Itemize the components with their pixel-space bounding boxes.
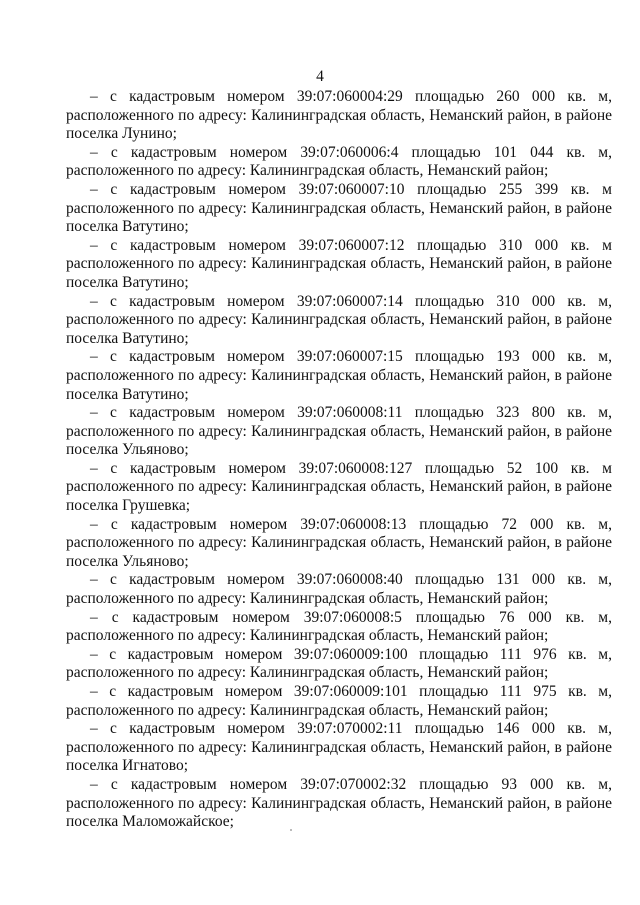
land-plot-entry bbox=[66, 609, 612, 646]
land-plot-entry bbox=[66, 237, 612, 293]
land-plot-entry bbox=[66, 293, 612, 349]
page-number: 4 bbox=[316, 68, 324, 85]
entry-first-line: – с кадастровым номером 39:07:060007:10 площадью 255 399 кв. м bbox=[90, 180, 612, 198]
entry-first-line: – с кадастровым номером 39:07:060008:13 площадью 72 000 кв. м, bbox=[90, 515, 612, 533]
land-plot-entry bbox=[66, 404, 612, 460]
entry-first-line: – с кадастровым номером 39:07:060007:14 площадью 310 000 кв. м, bbox=[90, 292, 612, 310]
entry-first-line: – с кадастровым номером 39:07:060009:100 площадью 111 976 кв. м, bbox=[90, 645, 612, 663]
entry-continuation-line: поселка Грушевка; bbox=[66, 497, 191, 515]
entry-continuation-line: расположенного по адресу: Калининградская область, Неманский район; bbox=[66, 627, 549, 645]
land-plot-entry bbox=[66, 88, 612, 144]
entry-continuation-line: расположенного по адресу: Калининградская область, Неманский район, в районе bbox=[66, 534, 612, 552]
land-plot-entry bbox=[66, 571, 612, 608]
land-plot-entry bbox=[66, 348, 612, 404]
entry-first-line: – с кадастровым номером 39:07:060008:11 площадью 323 800 кв. м, bbox=[90, 404, 612, 422]
land-plot-entry bbox=[66, 683, 612, 720]
entry-continuation-line: расположенного по адресу: Калининградская область, Неманский район, в районе bbox=[66, 199, 612, 217]
entry-continuation-line: расположенного по адресу: Калининградская область, Неманский район, в районе bbox=[66, 478, 612, 496]
entry-continuation-line: расположенного по адресу: Калининградская область, Неманский район; bbox=[66, 664, 549, 682]
entry-continuation-line: расположенного по адресу: Калининградская область, Неманский район; bbox=[66, 162, 549, 180]
entry-continuation-line: поселка Маломожайское; bbox=[66, 813, 234, 831]
entry-continuation-line: расположенного по адресу: Калининградская область, Неманский район, в районе bbox=[66, 794, 612, 812]
entry-continuation-line: расположенного по адресу: Калининградская область, Неманский район, в районе bbox=[66, 366, 612, 384]
entry-continuation-line: расположенного по адресу: Калининградская область, Неманский район; bbox=[66, 701, 549, 719]
land-plot-entry bbox=[66, 144, 612, 181]
entry-continuation-line: поселка Лунино; bbox=[66, 125, 177, 143]
document-body bbox=[66, 88, 612, 832]
land-plot-entry bbox=[66, 776, 612, 832]
entry-continuation-line: расположенного по адресу: Калининградская область, Неманский район, в районе bbox=[66, 311, 612, 329]
land-plot-entry bbox=[66, 516, 612, 572]
entry-continuation-line: поселка Ватутино; bbox=[66, 273, 189, 291]
entry-continuation-line: поселка Ватутино; bbox=[66, 329, 189, 347]
entry-continuation-line: расположенного по адресу: Калининградская область, Неманский район, в районе bbox=[66, 255, 612, 273]
entry-first-line: – с кадастровым номером 39:07:060008:127 площадью 52 100 кв. м bbox=[90, 459, 612, 477]
entry-continuation-line: поселка Ватутино; bbox=[66, 218, 189, 236]
scan-artifact-dot bbox=[290, 829, 292, 831]
entry-first-line: – с кадастровым номером 39:07:060004:29 площадью 260 000 кв. м, bbox=[90, 88, 612, 105]
entry-continuation-line: поселка Игнатово; bbox=[66, 757, 189, 775]
entry-continuation-line: поселка Ульяново; bbox=[66, 552, 189, 570]
land-plot-entry bbox=[66, 720, 612, 776]
entry-first-line: – с кадастровым номером 39:07:060009:101 площадью 111 975 кв. м, bbox=[90, 683, 612, 700]
entry-first-line: – с кадастровым номером 39:07:060007:15 площадью 193 000 кв. м, bbox=[90, 348, 612, 366]
land-plot-entry bbox=[66, 460, 612, 516]
entry-continuation-line: поселка Ватутино; bbox=[66, 385, 189, 403]
entry-first-line: – с кадастровым номером 39:07:060008:40 площадью 131 000 кв. м, bbox=[90, 571, 612, 589]
entry-first-line: – с кадастровым номером 39:07:060008:5 площадью 76 000 кв. м, bbox=[90, 608, 612, 626]
entry-continuation-line: расположенного по адресу: Калининградская область, Неманский район, в районе bbox=[66, 106, 612, 124]
entry-first-line: – с кадастровым номером 39:07:060006:4 площадью 101 044 кв. м, bbox=[90, 143, 612, 161]
land-plot-entry bbox=[66, 181, 612, 237]
entry-continuation-line: расположенного по адресу: Калининградская область, Неманский район, в районе bbox=[66, 738, 612, 756]
land-plot-entry bbox=[66, 646, 612, 683]
entry-continuation-line: поселка Ульяново; bbox=[66, 441, 189, 459]
entry-first-line: – с кадастровым номером 39:07:060007:12 площадью 310 000 кв. м bbox=[90, 236, 612, 254]
entry-continuation-line: расположенного по адресу: Калининградская область, Неманский район, в районе bbox=[66, 422, 612, 440]
entry-first-line: – с кадастровым номером 39:07:070002:11 площадью 146 000 кв. м, bbox=[90, 720, 612, 738]
entry-first-line: – с кадастровым номером 39:07:070002:32 площадью 93 000 кв. м, bbox=[90, 775, 612, 793]
entry-continuation-line: расположенного по адресу: Калининградская область, Неманский район; bbox=[66, 590, 549, 608]
